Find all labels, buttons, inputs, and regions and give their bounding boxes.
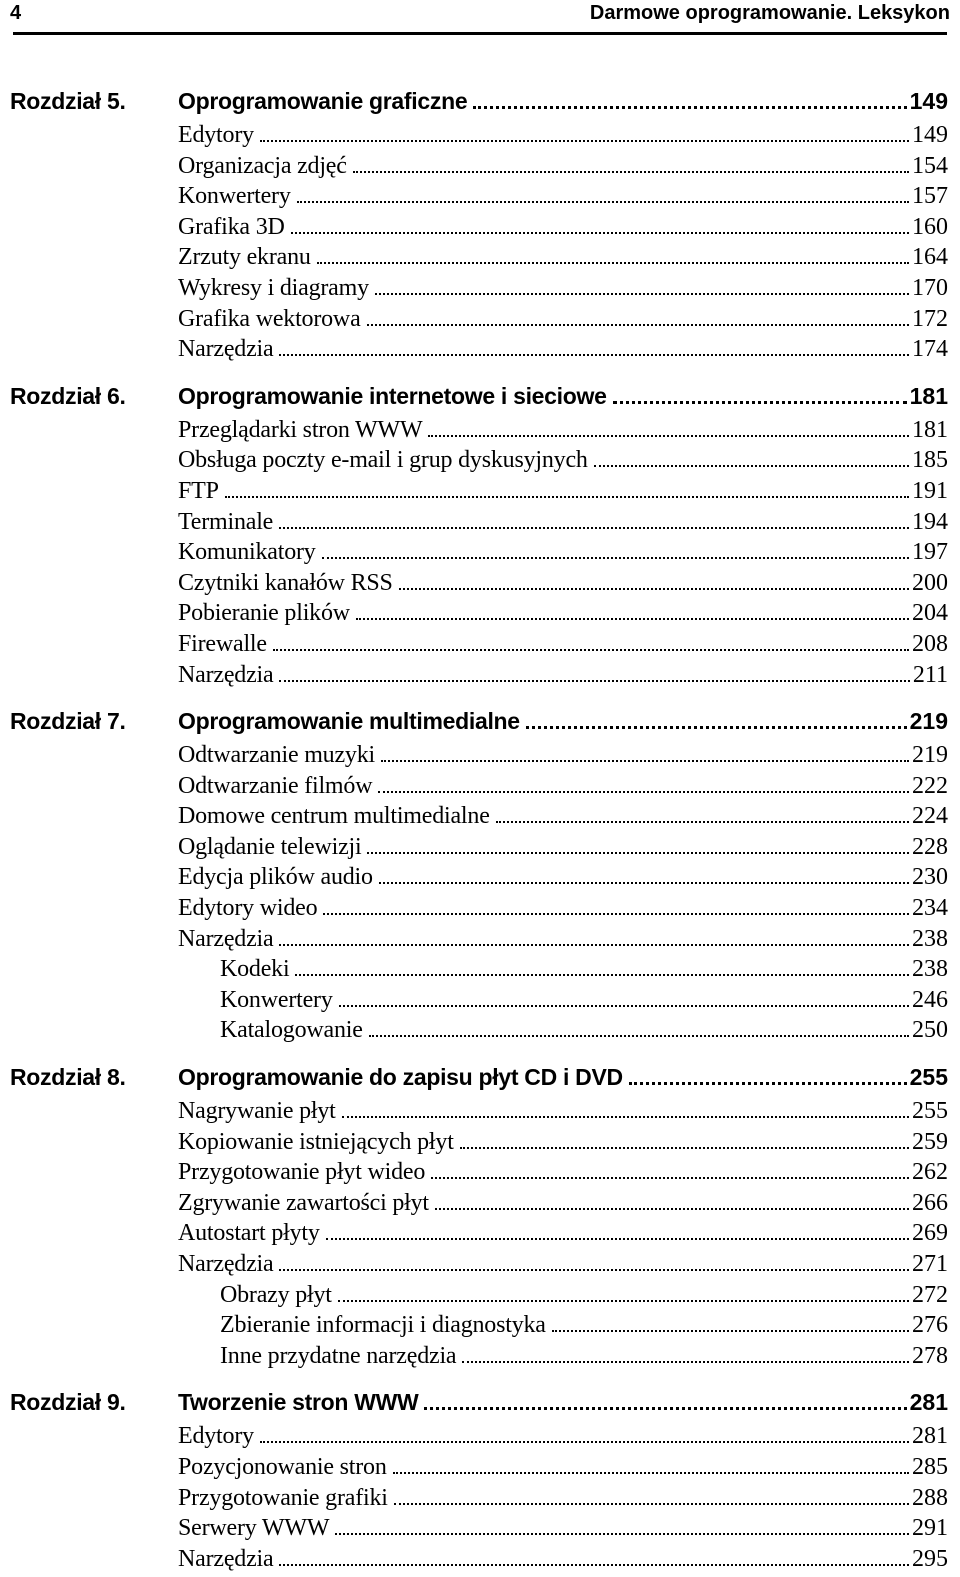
dot-leader [279, 527, 909, 529]
toc-entry [0, 1343, 960, 1374]
section-title: Zrzuty ekranu [178, 244, 311, 271]
chapter-page-number: 149 [909, 88, 948, 114]
section-title: Serwery WWW [178, 1515, 330, 1542]
section-page-number: 154 [912, 152, 948, 179]
section-title: Konwertery [178, 183, 291, 210]
section-page-number: 224 [912, 803, 948, 830]
dot-leader [291, 232, 909, 234]
chapter-gap [0, 1373, 960, 1389]
section-page-number: 255 [912, 1098, 948, 1125]
dot-leader [462, 1361, 909, 1363]
section-title: Organizacja zdjęć [178, 152, 347, 179]
section-page-number: 170 [912, 274, 948, 301]
section-page-number: 181 [912, 416, 948, 443]
section-title: Narzędzia [178, 1545, 274, 1572]
toc-entry [0, 1546, 960, 1577]
toc-entry [0, 803, 960, 834]
toc-entry [0, 1282, 960, 1313]
section-title: Narzędzia [178, 661, 274, 688]
toc-entry [0, 417, 960, 448]
chapter-label: Rozdział 7. [10, 708, 126, 735]
dot-leader [326, 1238, 909, 1240]
section-page-number: 262 [912, 1159, 948, 1186]
dot-leader [342, 1116, 909, 1118]
section-title: Kodeki [220, 956, 290, 983]
toc-entry [0, 509, 960, 540]
section-title: Edytory wideo [178, 895, 318, 922]
section-page-number: 204 [912, 600, 948, 627]
toc-entry [0, 183, 960, 214]
section-title: Konwertery [220, 986, 333, 1013]
chapter-block [0, 88, 960, 367]
dot-leader [335, 1533, 909, 1535]
dot-leader [460, 1147, 909, 1149]
dot-leader [496, 821, 909, 823]
section-page-number: 228 [912, 833, 948, 860]
dot-leader [317, 262, 909, 264]
dot-leader [375, 293, 909, 295]
chapter-title: Oprogramowanie internetowe i sieciowe [178, 382, 607, 409]
chapter-label: Rozdział 8. [10, 1064, 126, 1091]
section-title: Obrazy płyt [220, 1281, 332, 1308]
toc-entry [0, 1159, 960, 1190]
section-title: Zgrywanie zawartości płyt [178, 1189, 429, 1216]
toc-entry [0, 214, 960, 245]
chapter-title: Tworzenie stron WWW [178, 1389, 419, 1416]
chapter-heading [0, 708, 960, 742]
section-title: Przygotowanie grafiki [178, 1484, 388, 1511]
chapter-label: Rozdział 6. [10, 382, 126, 409]
toc-entry [0, 631, 960, 662]
chapter-title: Oprogramowanie multimedialne [178, 708, 520, 735]
chapter-gap [0, 1048, 960, 1064]
section-page-number: 194 [912, 508, 948, 535]
section-page-number: 211 [912, 661, 948, 688]
section-title: FTP [178, 477, 219, 504]
dot-leader [367, 324, 909, 326]
toc-entry [0, 1251, 960, 1282]
dot-leader [279, 1564, 909, 1566]
section-page-number: 238 [912, 956, 948, 983]
toc-entry [0, 1129, 960, 1160]
section-title: Odtwarzanie filmów [178, 772, 373, 799]
section-page-number: 295 [912, 1545, 948, 1572]
toc-entry [0, 864, 960, 895]
section-title: Autostart płyty [178, 1220, 320, 1247]
section-title: Narzędzia [178, 925, 274, 952]
section-title: Domowe centrum multimedialne [178, 803, 490, 830]
dot-leader [431, 1177, 909, 1179]
chapter-block [0, 1064, 960, 1373]
dot-leader [613, 401, 907, 404]
dot-leader [369, 1035, 909, 1037]
section-title: Komunikatory [178, 539, 316, 566]
running-header [8, 0, 952, 30]
dot-leader [424, 1407, 906, 1410]
toc-entry [0, 926, 960, 957]
dot-leader [260, 140, 909, 142]
dot-leader [394, 1503, 909, 1505]
section-page-number: 288 [912, 1484, 948, 1511]
chapter-title: Oprogramowanie do zapisu płyt CD i DVD [178, 1064, 623, 1091]
toc-entry [0, 600, 960, 631]
dot-leader [381, 760, 909, 762]
toc-entry [0, 570, 960, 601]
section-page-number: 149 [912, 122, 948, 148]
section-page-number: 238 [912, 925, 948, 952]
toc-entry [0, 1515, 960, 1546]
dot-leader [399, 588, 909, 590]
dot-leader [260, 1441, 909, 1443]
dot-leader [378, 791, 909, 793]
page-number: 4 [10, 2, 22, 24]
toc-entry [0, 1485, 960, 1516]
section-title: Przeglądarki stron WWW [178, 416, 423, 443]
dot-leader [295, 974, 909, 976]
chapter-heading [0, 1064, 960, 1098]
section-page-number: 272 [912, 1281, 948, 1308]
section-title: Firewalle [178, 630, 267, 657]
section-page-number: 208 [912, 630, 948, 657]
dot-leader [393, 1472, 909, 1474]
section-page-number: 200 [912, 569, 948, 596]
section-page-number: 285 [912, 1453, 948, 1480]
dot-leader [435, 1208, 909, 1210]
section-page-number: 160 [912, 213, 948, 240]
toc-entry [0, 447, 960, 478]
dot-leader [339, 1005, 909, 1007]
section-page-number: 259 [912, 1128, 948, 1155]
section-page-number: 230 [912, 864, 948, 891]
section-title: Zbieranie informacji i diagnostyka [220, 1312, 546, 1339]
section-title: Edytory [178, 1423, 254, 1450]
chapter-block [0, 383, 960, 692]
book-title: Darmowe oprogramowanie. Leksykon [589, 2, 950, 24]
section-title: Nagrywanie płyt [178, 1098, 336, 1125]
section-page-number: 222 [912, 772, 948, 799]
section-title: Narzędzia [178, 1251, 274, 1277]
section-page-number: 185 [912, 447, 948, 474]
dot-leader [225, 496, 909, 498]
chapter-block [0, 708, 960, 1048]
toc-entry [0, 275, 960, 306]
section-page-number: 250 [912, 1017, 948, 1044]
chapter-label: Rozdział 5. [10, 88, 126, 114]
section-page-number: 281 [912, 1423, 948, 1450]
chapter-title: Oprogramowanie graficzne [178, 88, 468, 114]
section-page-number: 164 [912, 244, 948, 271]
toc-entry [0, 336, 960, 367]
section-title: Oglądanie telewizji [178, 833, 362, 860]
section-title: Edycja plików audio [178, 864, 373, 891]
toc-entry [0, 122, 960, 153]
toc-entry [0, 1423, 960, 1454]
dot-leader [594, 465, 909, 467]
section-page-number: 219 [912, 742, 948, 769]
section-page-number: 191 [912, 477, 948, 504]
dot-leader [379, 882, 909, 884]
section-title: Katalogowanie [220, 1017, 363, 1044]
chapter-block [0, 1389, 960, 1576]
section-title: Terminale [178, 508, 274, 535]
toc-entry [0, 742, 960, 773]
toc-entry [0, 306, 960, 337]
chapter-page-number: 281 [909, 1389, 948, 1416]
dot-leader [356, 618, 909, 620]
section-title: Grafika wektorowa [178, 305, 361, 332]
dot-leader [279, 1269, 909, 1271]
chapter-heading [0, 88, 960, 122]
dot-leader [297, 201, 909, 203]
section-page-number: 269 [912, 1220, 948, 1247]
toc-entry [0, 1098, 960, 1129]
toc-entry [0, 1190, 960, 1221]
toc-entry [0, 153, 960, 184]
chapter-page-number: 181 [909, 382, 948, 409]
section-title: Kopiowanie istniejących płyt [178, 1128, 454, 1155]
dot-leader [273, 649, 909, 651]
section-page-number: 174 [912, 336, 948, 363]
section-page-number: 291 [912, 1515, 948, 1542]
toc-entry [0, 1312, 960, 1343]
dot-leader [526, 726, 907, 729]
section-title: Wykresy i diagramy [178, 274, 369, 301]
toc-entry [0, 539, 960, 570]
dot-leader [367, 852, 909, 854]
section-page-number: 271 [912, 1251, 948, 1277]
chapter-heading [0, 1389, 960, 1423]
toc-entry [0, 1017, 960, 1048]
dot-leader [279, 944, 909, 946]
dot-leader [338, 1300, 909, 1302]
toc-entry [0, 895, 960, 926]
dot-leader [353, 171, 909, 173]
dot-leader [322, 557, 909, 559]
section-page-number: 234 [912, 895, 948, 922]
chapter-page-number: 219 [909, 708, 948, 735]
dot-leader [279, 354, 909, 356]
chapter-gap [0, 692, 960, 708]
section-title: Inne przydatne narzędzia [220, 1342, 457, 1369]
section-title: Obsługa poczty e-mail i grup dyskusyjnych [178, 447, 588, 474]
dot-leader [323, 913, 909, 915]
section-title: Grafika 3D [178, 213, 285, 240]
section-page-number: 197 [912, 539, 948, 566]
dot-leader [428, 435, 909, 437]
section-page-number: 266 [912, 1189, 948, 1216]
section-title: Przygotowanie płyt wideo [178, 1159, 426, 1186]
toc-entry [0, 478, 960, 509]
chapter-heading [0, 383, 960, 417]
toc-entry [0, 956, 960, 987]
toc-entry [0, 987, 960, 1018]
chapter-page-number: 255 [909, 1064, 948, 1091]
dot-leader [629, 1082, 907, 1085]
section-page-number: 246 [912, 986, 948, 1013]
section-page-number: 278 [912, 1342, 948, 1369]
section-title: Narzędzia [178, 336, 274, 363]
section-title: Czytniki kanałów RSS [178, 569, 393, 596]
section-page-number: 172 [912, 305, 948, 332]
table-of-contents [0, 88, 960, 1576]
section-page-number: 157 [912, 183, 948, 210]
dot-leader [552, 1330, 909, 1332]
dot-leader [473, 106, 906, 109]
toc-entry [0, 662, 960, 693]
section-title: Edytory [178, 122, 254, 148]
toc-entry [0, 244, 960, 275]
section-title: Pozycjonowanie stron [178, 1453, 387, 1480]
chapter-label: Rozdział 9. [10, 1389, 126, 1416]
section-title: Pobieranie plików [178, 600, 350, 627]
section-page-number: 276 [912, 1312, 948, 1339]
toc-entry [0, 1454, 960, 1485]
dot-leader [279, 680, 909, 682]
toc-entry [0, 834, 960, 865]
header-rule [13, 32, 947, 35]
section-title: Odtwarzanie muzyki [178, 742, 375, 769]
toc-entry [0, 1220, 960, 1251]
toc-entry [0, 773, 960, 804]
chapter-gap [0, 367, 960, 383]
